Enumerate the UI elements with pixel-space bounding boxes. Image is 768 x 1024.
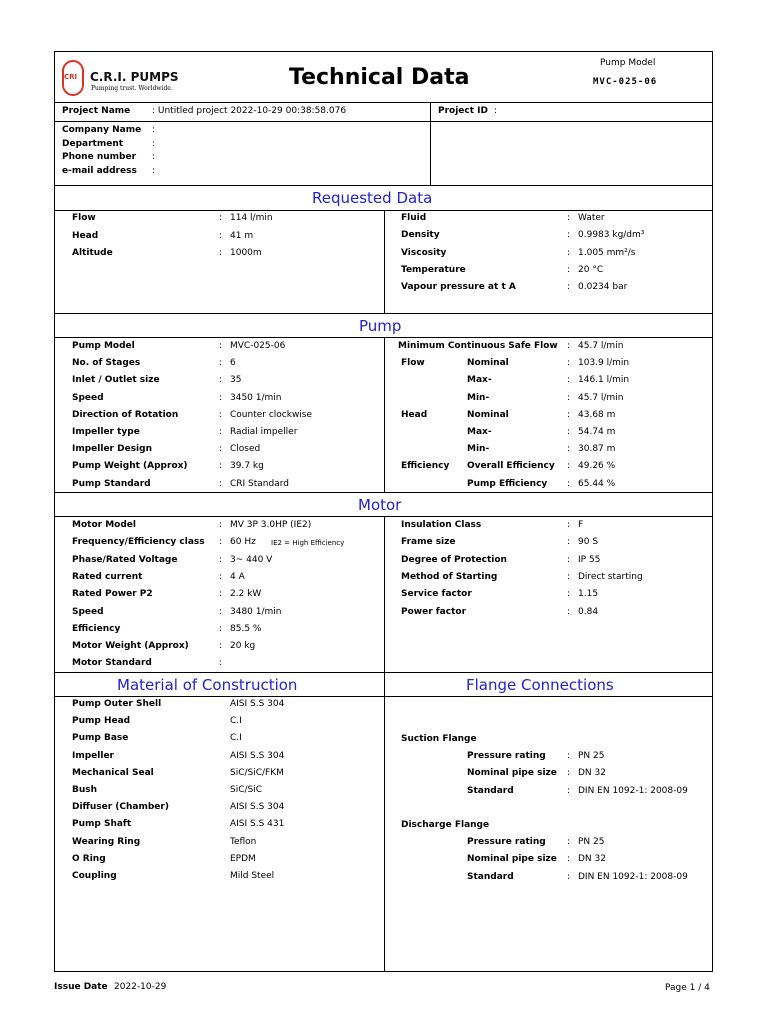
pump-perf-value: 65.44 % xyxy=(578,478,616,489)
pump-spec-value: 35 xyxy=(230,375,242,386)
flange-value: PN 25 xyxy=(578,751,605,761)
material-label: Wearing Ring xyxy=(72,836,141,847)
motor-spec-label: Frame size xyxy=(401,537,456,548)
separator-colon: : xyxy=(219,520,223,530)
requested-label: Viscosity xyxy=(401,247,447,258)
requested-label: Altitude xyxy=(72,248,113,258)
pump-perf-value: 54.74 m xyxy=(578,427,616,437)
flange-value: DN 32 xyxy=(578,768,606,779)
flange-label: Standard xyxy=(467,785,514,796)
flange-label: Pressure rating xyxy=(467,751,546,761)
separator-colon: : xyxy=(219,213,223,223)
material-label: Diffuser (Chamber) xyxy=(72,802,169,813)
separator-colon: : xyxy=(567,768,571,779)
material-value: AISI S.S 304 xyxy=(230,802,285,813)
section-title-motor: Motor xyxy=(358,496,402,514)
project-field-value: : xyxy=(152,165,156,176)
material-value: AISI S.S 431 xyxy=(230,819,285,830)
pump-perf-group: Minimum Continuous Safe Flow xyxy=(398,341,558,351)
pump-spec-label: No. of Stages xyxy=(72,358,141,369)
project-name-value: : Untitled project 2022-10-29 00:38:58.076 xyxy=(152,106,347,116)
motor-spec-value: 1.15 xyxy=(578,589,599,600)
material-value: C.I xyxy=(230,716,242,727)
pump-spec-value: CRI Standard xyxy=(230,478,289,489)
separator-colon: : xyxy=(567,409,571,420)
issue-date-label: Issue Date xyxy=(54,982,108,992)
pump-model-label: Pump Model xyxy=(600,58,656,68)
logo-text: CRI xyxy=(64,73,78,81)
material-label: Pump Head xyxy=(72,716,131,727)
suction-flange-title: Suction Flange xyxy=(401,734,477,744)
pump-perf-label: Max- xyxy=(467,375,492,386)
pump-perf-value: 49.26 % xyxy=(578,461,616,472)
motor-spec-value: 0.84 xyxy=(578,606,599,617)
project-field-label: Phone number xyxy=(62,152,137,162)
separator-colon: : xyxy=(219,537,223,548)
separator-colon: : xyxy=(219,341,223,351)
requested-label: Temperature xyxy=(401,264,466,275)
motor-spec-value: Direct starting xyxy=(578,571,643,582)
section-title-material: Material of Construction xyxy=(117,676,298,694)
project-id-label: Project ID xyxy=(438,106,488,116)
pump-spec-value: 39.7 kg xyxy=(230,461,264,472)
separator-colon: : xyxy=(567,230,571,241)
separator-colon: : xyxy=(567,213,571,223)
pump-spec-label: Speed xyxy=(72,392,104,403)
flange-value: DIN EN 1092-1: 2008-09 xyxy=(578,785,688,796)
separator-colon: : xyxy=(567,854,571,865)
pump-perf-group: Flow xyxy=(401,358,425,369)
separator-colon: : xyxy=(567,341,571,351)
motor-spec-label: Efficiency xyxy=(72,623,121,634)
motor-spec-value: 3480 1/min xyxy=(230,606,282,617)
pump-perf-label: Overall Efficiency xyxy=(467,461,555,472)
divider xyxy=(384,672,385,972)
requested-value: 0.0234 bar xyxy=(578,282,628,293)
divider xyxy=(430,102,431,185)
motor-spec-value: 3~ 440 V xyxy=(230,554,273,565)
requested-value: 0.9983 kg/dm³ xyxy=(578,230,645,241)
requested-value: 20 °C xyxy=(578,264,604,275)
motor-spec-label: Speed xyxy=(72,606,104,617)
flange-label: Pressure rating xyxy=(467,837,546,847)
motor-spec-value: IP 55 xyxy=(578,554,601,565)
requested-value: 1000m xyxy=(230,248,262,258)
separator-colon: : xyxy=(219,606,223,617)
brand-tagline: Pumping trust. Worldwide. xyxy=(91,85,173,92)
motor-spec-label: Motor Standard xyxy=(72,658,152,669)
separator-colon: : xyxy=(567,520,571,530)
material-label: Bush xyxy=(72,785,98,795)
separator-colon: : xyxy=(567,427,571,437)
divider xyxy=(54,492,713,493)
separator-colon: : xyxy=(567,571,571,582)
separator-colon: : xyxy=(219,409,223,420)
material-value: AISI S.S 304 xyxy=(230,750,285,761)
material-label: Pump Base xyxy=(72,733,129,744)
material-value: C.I xyxy=(230,733,242,744)
pump-spec-label: Direction of Rotation xyxy=(72,409,179,420)
motor-spec-label: Method of Starting xyxy=(401,571,498,582)
motor-spec-label: Insulation Class xyxy=(401,520,482,530)
material-label: Pump Shaft xyxy=(72,819,132,830)
separator-colon: : xyxy=(567,282,571,293)
material-value: Mild Steel xyxy=(230,871,275,881)
pump-perf-label: Nominal xyxy=(467,409,509,420)
pump-perf-label: Min- xyxy=(467,444,490,455)
flange-label: Standard xyxy=(467,871,514,882)
section-title-flange: Flange Connections xyxy=(466,676,614,694)
material-label: Coupling xyxy=(72,871,117,881)
section-title-requested: Requested Data xyxy=(312,189,433,207)
pump-spec-label: Inlet / Outlet size xyxy=(72,375,160,386)
separator-colon: : xyxy=(567,247,571,258)
motor-spec-value: 4 A xyxy=(230,571,245,582)
material-value: SiC/SiC/FKM xyxy=(230,767,284,778)
pump-spec-label: Impeller type xyxy=(72,427,140,437)
motor-spec-value: 90 S xyxy=(578,537,599,548)
separator-colon: : xyxy=(567,751,571,761)
pump-perf-label: Max- xyxy=(467,427,492,437)
motor-spec-value: 2.2 kW xyxy=(230,589,262,600)
requested-value: 114 l/min xyxy=(230,213,273,223)
requested-label: Head xyxy=(72,230,99,241)
material-label: Pump Outer Shell xyxy=(72,699,162,709)
pump-spec-value: MVC-025-06 xyxy=(230,341,286,351)
motor-spec-value: 60 Hz xyxy=(230,537,256,548)
material-value: Teflon xyxy=(230,836,257,847)
separator-colon: : xyxy=(567,375,571,386)
pump-spec-label: Pump Standard xyxy=(72,478,151,489)
requested-value: 41 m xyxy=(230,230,254,241)
motor-spec-value: F xyxy=(578,520,584,530)
motor-spec-label: Frequency/Efficiency class xyxy=(72,537,205,548)
pump-perf-group: Efficiency xyxy=(401,461,450,472)
requested-label: Density xyxy=(401,230,440,241)
pump-perf-value: 43.68 m xyxy=(578,409,616,420)
separator-colon: : xyxy=(567,785,571,796)
pump-perf-value: 30.87 m xyxy=(578,444,616,455)
separator-colon: : xyxy=(567,537,571,548)
pump-perf-value: 146.1 l/min xyxy=(578,375,630,386)
motor-spec-label: Motor Weight (Approx) xyxy=(72,641,189,652)
separator-colon: : xyxy=(219,554,223,565)
requested-label: Fluid xyxy=(401,213,427,223)
brand-name: C.R.I. PUMPS xyxy=(90,70,179,84)
pump-spec-value: Closed xyxy=(230,444,261,455)
pump-perf-label: Min- xyxy=(467,392,490,403)
material-value: EPDM xyxy=(230,853,256,864)
page-number: Page 1 / 4 xyxy=(665,983,710,993)
motor-spec-label: Power factor xyxy=(401,606,467,617)
flange-value: DIN EN 1092-1: 2008-09 xyxy=(578,871,688,882)
separator-colon: : xyxy=(567,554,571,565)
separator-colon: : xyxy=(567,478,571,489)
flange-label: Nominal pipe size xyxy=(467,854,557,865)
separator-colon: : xyxy=(219,230,223,241)
requested-label: Vapour pressure at t A xyxy=(401,282,516,293)
page-title: Technical Data xyxy=(289,65,470,90)
separator-colon: : xyxy=(219,375,223,386)
project-field-label: Department xyxy=(62,138,124,149)
material-value: AISI S.S 304 xyxy=(230,699,285,709)
project-field-value: : xyxy=(152,138,156,149)
separator-colon: : xyxy=(219,248,223,258)
flange-label: Nominal pipe size xyxy=(467,768,557,779)
requested-value: 1.005 mm²/s xyxy=(578,247,636,258)
separator-colon: : xyxy=(219,444,223,455)
separator-colon: : xyxy=(567,837,571,847)
motor-spec-label: Rated Power P2 xyxy=(72,589,153,600)
separator-colon: : xyxy=(219,571,223,582)
pump-spec-value: Counter clockwise xyxy=(230,409,313,420)
separator-colon: : xyxy=(219,358,223,369)
pump-perf-value: 45.7 l/min xyxy=(578,392,624,403)
separator-colon: : xyxy=(567,444,571,455)
section-title-pump: Pump xyxy=(359,317,402,335)
separator-colon: : xyxy=(219,392,223,403)
separator-colon: : xyxy=(219,589,223,600)
separator-colon: : xyxy=(567,871,571,882)
pump-spec-value: 6 xyxy=(230,358,236,369)
divider xyxy=(384,210,385,313)
separator-colon: : xyxy=(219,658,223,669)
pump-spec-label: Pump Model xyxy=(72,341,135,351)
separator-colon: : xyxy=(219,478,223,489)
divider xyxy=(54,313,713,314)
material-value: SiC/SiC xyxy=(230,785,263,795)
motor-spec-label: Rated current xyxy=(72,571,143,582)
separator-colon: : xyxy=(219,623,223,634)
pump-spec-label: Impeller Design xyxy=(72,444,152,455)
motor-spec-value: 20 kg xyxy=(230,641,256,652)
requested-label: Flow xyxy=(72,213,96,223)
pump-model-value: MVC-025-06 xyxy=(593,77,658,87)
pump-perf-group: Head xyxy=(401,409,428,420)
material-label: Mechanical Seal xyxy=(72,767,154,778)
separator-colon: : xyxy=(567,358,571,369)
separator-colon: : xyxy=(567,264,571,275)
separator-colon: : xyxy=(567,392,571,403)
motor-spec-label: Service factor xyxy=(401,589,472,600)
pump-spec-value: Radial impeller xyxy=(230,427,298,437)
separator-colon: : xyxy=(219,641,223,652)
pump-perf-label: Nominal xyxy=(467,358,509,369)
divider xyxy=(54,121,713,122)
pump-spec-label: Pump Weight (Approx) xyxy=(72,461,188,472)
project-field-value: : xyxy=(152,152,156,162)
separator-colon: : xyxy=(567,461,571,472)
issue-date-value: 2022-10-29 xyxy=(114,982,167,992)
requested-value: Water xyxy=(578,213,605,223)
divider xyxy=(384,337,385,492)
motor-spec-label: Motor Model xyxy=(72,520,136,530)
efficiency-class-note: IE2 = High Efficiency xyxy=(271,539,345,548)
discharge-flange-title: Discharge Flange xyxy=(401,820,490,830)
separator-colon: : xyxy=(219,461,223,472)
project-name-label: Project Name xyxy=(62,106,131,116)
separator-colon: : xyxy=(219,427,223,437)
motor-spec-value: 85.5 % xyxy=(230,623,262,634)
pump-perf-label: Pump Efficiency xyxy=(467,478,548,489)
project-field-label: e-mail address xyxy=(62,165,137,176)
flange-value: DN 32 xyxy=(578,854,606,865)
motor-spec-label: Phase/Rated Voltage xyxy=(72,554,178,565)
pump-spec-value: 3450 1/min xyxy=(230,392,282,403)
material-label: O Ring xyxy=(72,853,106,864)
project-id-value: : xyxy=(494,106,498,116)
divider xyxy=(384,516,385,672)
flange-value: PN 25 xyxy=(578,837,605,847)
project-field-value: : xyxy=(152,125,156,135)
project-field-label: Company Name xyxy=(62,125,142,135)
divider xyxy=(54,102,713,103)
pump-perf-value: 45.7 l/min xyxy=(578,341,624,351)
divider xyxy=(54,185,713,186)
pump-perf-value: 103.9 l/min xyxy=(578,358,630,369)
separator-colon: : xyxy=(567,589,571,600)
motor-spec-value: MV 3P 3.0HP (IE2) xyxy=(230,520,312,530)
separator-colon: : xyxy=(567,606,571,617)
motor-spec-label: Degree of Protection xyxy=(401,554,507,565)
material-label: Impeller xyxy=(72,750,114,761)
